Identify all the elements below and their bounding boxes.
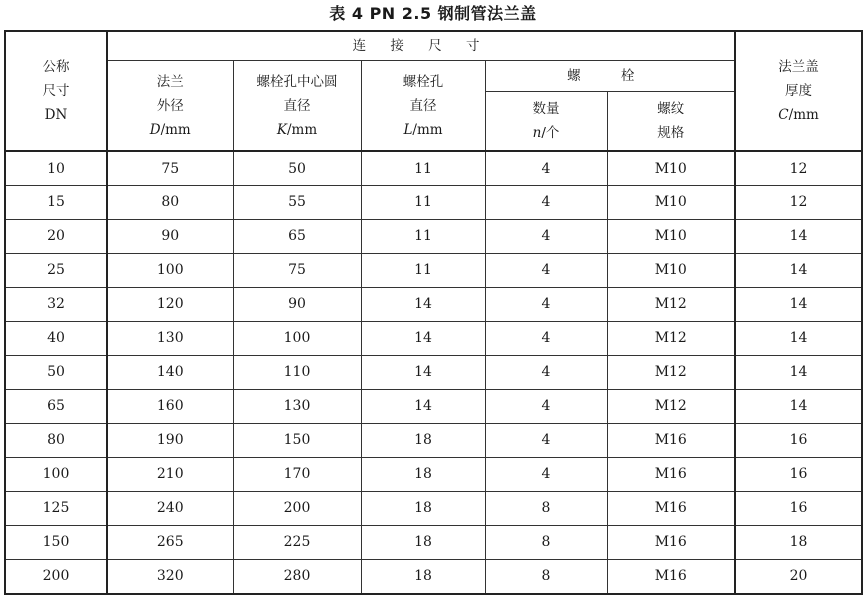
cell-bolt-hole: 14: [361, 287, 485, 321]
cell-flange-od: 240: [107, 491, 233, 525]
cell-bolt-hole: 18: [361, 423, 485, 457]
cell-flange-od: 320: [107, 559, 233, 594]
table-row: [5, 287, 862, 321]
table-row: [5, 457, 862, 491]
cell-nominal-size: 40: [5, 321, 107, 355]
header-bolt: 螺 栓: [485, 61, 735, 92]
cell-bolt-thread: M16: [607, 491, 735, 525]
table-body: [5, 151, 862, 594]
cell-thickness: 16: [735, 457, 862, 491]
cell-flange-od: 190: [107, 423, 233, 457]
cell-bolt-thread: M16: [607, 457, 735, 491]
cell-bolt-thread: M12: [607, 287, 735, 321]
flange-cover-table: [4, 30, 863, 595]
cell-bolt-hole: 11: [361, 186, 485, 220]
cell-thickness: 14: [735, 389, 862, 423]
cell-thickness: 16: [735, 423, 862, 457]
cell-nominal-size: 65: [5, 389, 107, 423]
cell-bolt-thread: M12: [607, 355, 735, 389]
header-bolt-thread: 螺纹 规格: [607, 92, 735, 152]
cell-flange-od: 130: [107, 321, 233, 355]
cell-flange-od: 140: [107, 355, 233, 389]
cell-bolt-hole: 18: [361, 491, 485, 525]
cell-bolt-hole: 18: [361, 559, 485, 594]
cell-flange-od: 160: [107, 389, 233, 423]
cell-bolt-qty: 4: [485, 219, 607, 253]
cell-bolt-qty: 4: [485, 186, 607, 220]
cell-bolt-circle: 50: [233, 151, 361, 186]
cell-nominal-size: 100: [5, 457, 107, 491]
cell-thickness: 12: [735, 151, 862, 186]
cell-bolt-qty: 4: [485, 457, 607, 491]
cell-nominal-size: 20: [5, 219, 107, 253]
cell-bolt-circle: 110: [233, 355, 361, 389]
cell-bolt-hole: 11: [361, 253, 485, 287]
table-row: [5, 151, 862, 186]
cell-bolt-thread: M10: [607, 253, 735, 287]
cell-bolt-qty: 4: [485, 321, 607, 355]
cell-thickness: 16: [735, 491, 862, 525]
cell-bolt-circle: 90: [233, 287, 361, 321]
table-row: [5, 423, 862, 457]
cell-bolt-qty: 8: [485, 491, 607, 525]
cell-bolt-qty: 4: [485, 287, 607, 321]
table-row: [5, 186, 862, 220]
cell-thickness: 14: [735, 355, 862, 389]
cell-nominal-size: 125: [5, 491, 107, 525]
cell-flange-od: 80: [107, 186, 233, 220]
cell-bolt-circle: 130: [233, 389, 361, 423]
table-row: [5, 525, 862, 559]
header-connection-dims: 连 接 尺 寸: [107, 31, 735, 61]
cell-bolt-thread: M16: [607, 423, 735, 457]
cell-bolt-thread: M12: [607, 389, 735, 423]
cell-nominal-size: 25: [5, 253, 107, 287]
header-bolt-circle: 螺栓孔中心圆 直径 K/mm: [233, 61, 361, 152]
table-row: [5, 389, 862, 423]
cell-nominal-size: 15: [5, 186, 107, 220]
cell-thickness: 14: [735, 253, 862, 287]
table-row: [5, 321, 862, 355]
cell-bolt-thread: M10: [607, 186, 735, 220]
cell-flange-od: 90: [107, 219, 233, 253]
cell-bolt-circle: 280: [233, 559, 361, 594]
cell-bolt-hole: 11: [361, 219, 485, 253]
table-row: [5, 491, 862, 525]
cell-nominal-size: 50: [5, 355, 107, 389]
cell-bolt-circle: 200: [233, 491, 361, 525]
cell-thickness: 20: [735, 559, 862, 594]
cell-flange-od: 120: [107, 287, 233, 321]
header-flange-od: 法兰 外径 D/mm: [107, 61, 233, 152]
cell-thickness: 14: [735, 219, 862, 253]
table-row: [5, 253, 862, 287]
cell-bolt-hole: 14: [361, 321, 485, 355]
cell-thickness: 14: [735, 321, 862, 355]
cell-flange-od: 75: [107, 151, 233, 186]
cell-nominal-size: 10: [5, 151, 107, 186]
cell-bolt-qty: 4: [485, 355, 607, 389]
cell-bolt-thread: M16: [607, 559, 735, 594]
cell-bolt-circle: 225: [233, 525, 361, 559]
cell-nominal-size: 200: [5, 559, 107, 594]
cell-bolt-qty: 8: [485, 559, 607, 594]
table-row: [5, 219, 862, 253]
cell-bolt-hole: 14: [361, 389, 485, 423]
cell-bolt-qty: 4: [485, 423, 607, 457]
table-row: [5, 355, 862, 389]
cell-bolt-hole: 18: [361, 457, 485, 491]
table-title: 表 4 PN 2.5 钢制管法兰盖: [329, 4, 537, 23]
cell-bolt-circle: 150: [233, 423, 361, 457]
cell-bolt-thread: M16: [607, 525, 735, 559]
cell-bolt-thread: M12: [607, 321, 735, 355]
cell-nominal-size: 150: [5, 525, 107, 559]
cell-bolt-thread: M10: [607, 151, 735, 186]
header-nominal-size: 公称 尺寸 DN: [5, 31, 107, 151]
cell-bolt-hole: 11: [361, 151, 485, 186]
cell-thickness: 12: [735, 186, 862, 220]
cell-bolt-hole: 18: [361, 525, 485, 559]
cell-bolt-qty: 4: [485, 151, 607, 186]
cell-nominal-size: 32: [5, 287, 107, 321]
cell-nominal-size: 80: [5, 423, 107, 457]
cell-flange-od: 265: [107, 525, 233, 559]
cell-bolt-qty: 4: [485, 253, 607, 287]
cell-thickness: 18: [735, 525, 862, 559]
header-thickness: 法兰盖 厚度 C/mm: [735, 31, 862, 151]
cell-bolt-hole: 14: [361, 355, 485, 389]
cell-flange-od: 210: [107, 457, 233, 491]
cell-bolt-circle: 170: [233, 457, 361, 491]
cell-thickness: 14: [735, 287, 862, 321]
header-bolt-hole: 螺栓孔 直径 L/mm: [361, 61, 485, 152]
cell-bolt-thread: M10: [607, 219, 735, 253]
cell-bolt-circle: 100: [233, 321, 361, 355]
cell-bolt-qty: 8: [485, 525, 607, 559]
table-row: [5, 559, 862, 594]
cell-bolt-circle: 65: [233, 219, 361, 253]
cell-flange-od: 100: [107, 253, 233, 287]
cell-bolt-circle: 55: [233, 186, 361, 220]
cell-bolt-circle: 75: [233, 253, 361, 287]
cell-bolt-qty: 4: [485, 389, 607, 423]
header-bolt-qty: 数量 n/个: [485, 92, 607, 152]
